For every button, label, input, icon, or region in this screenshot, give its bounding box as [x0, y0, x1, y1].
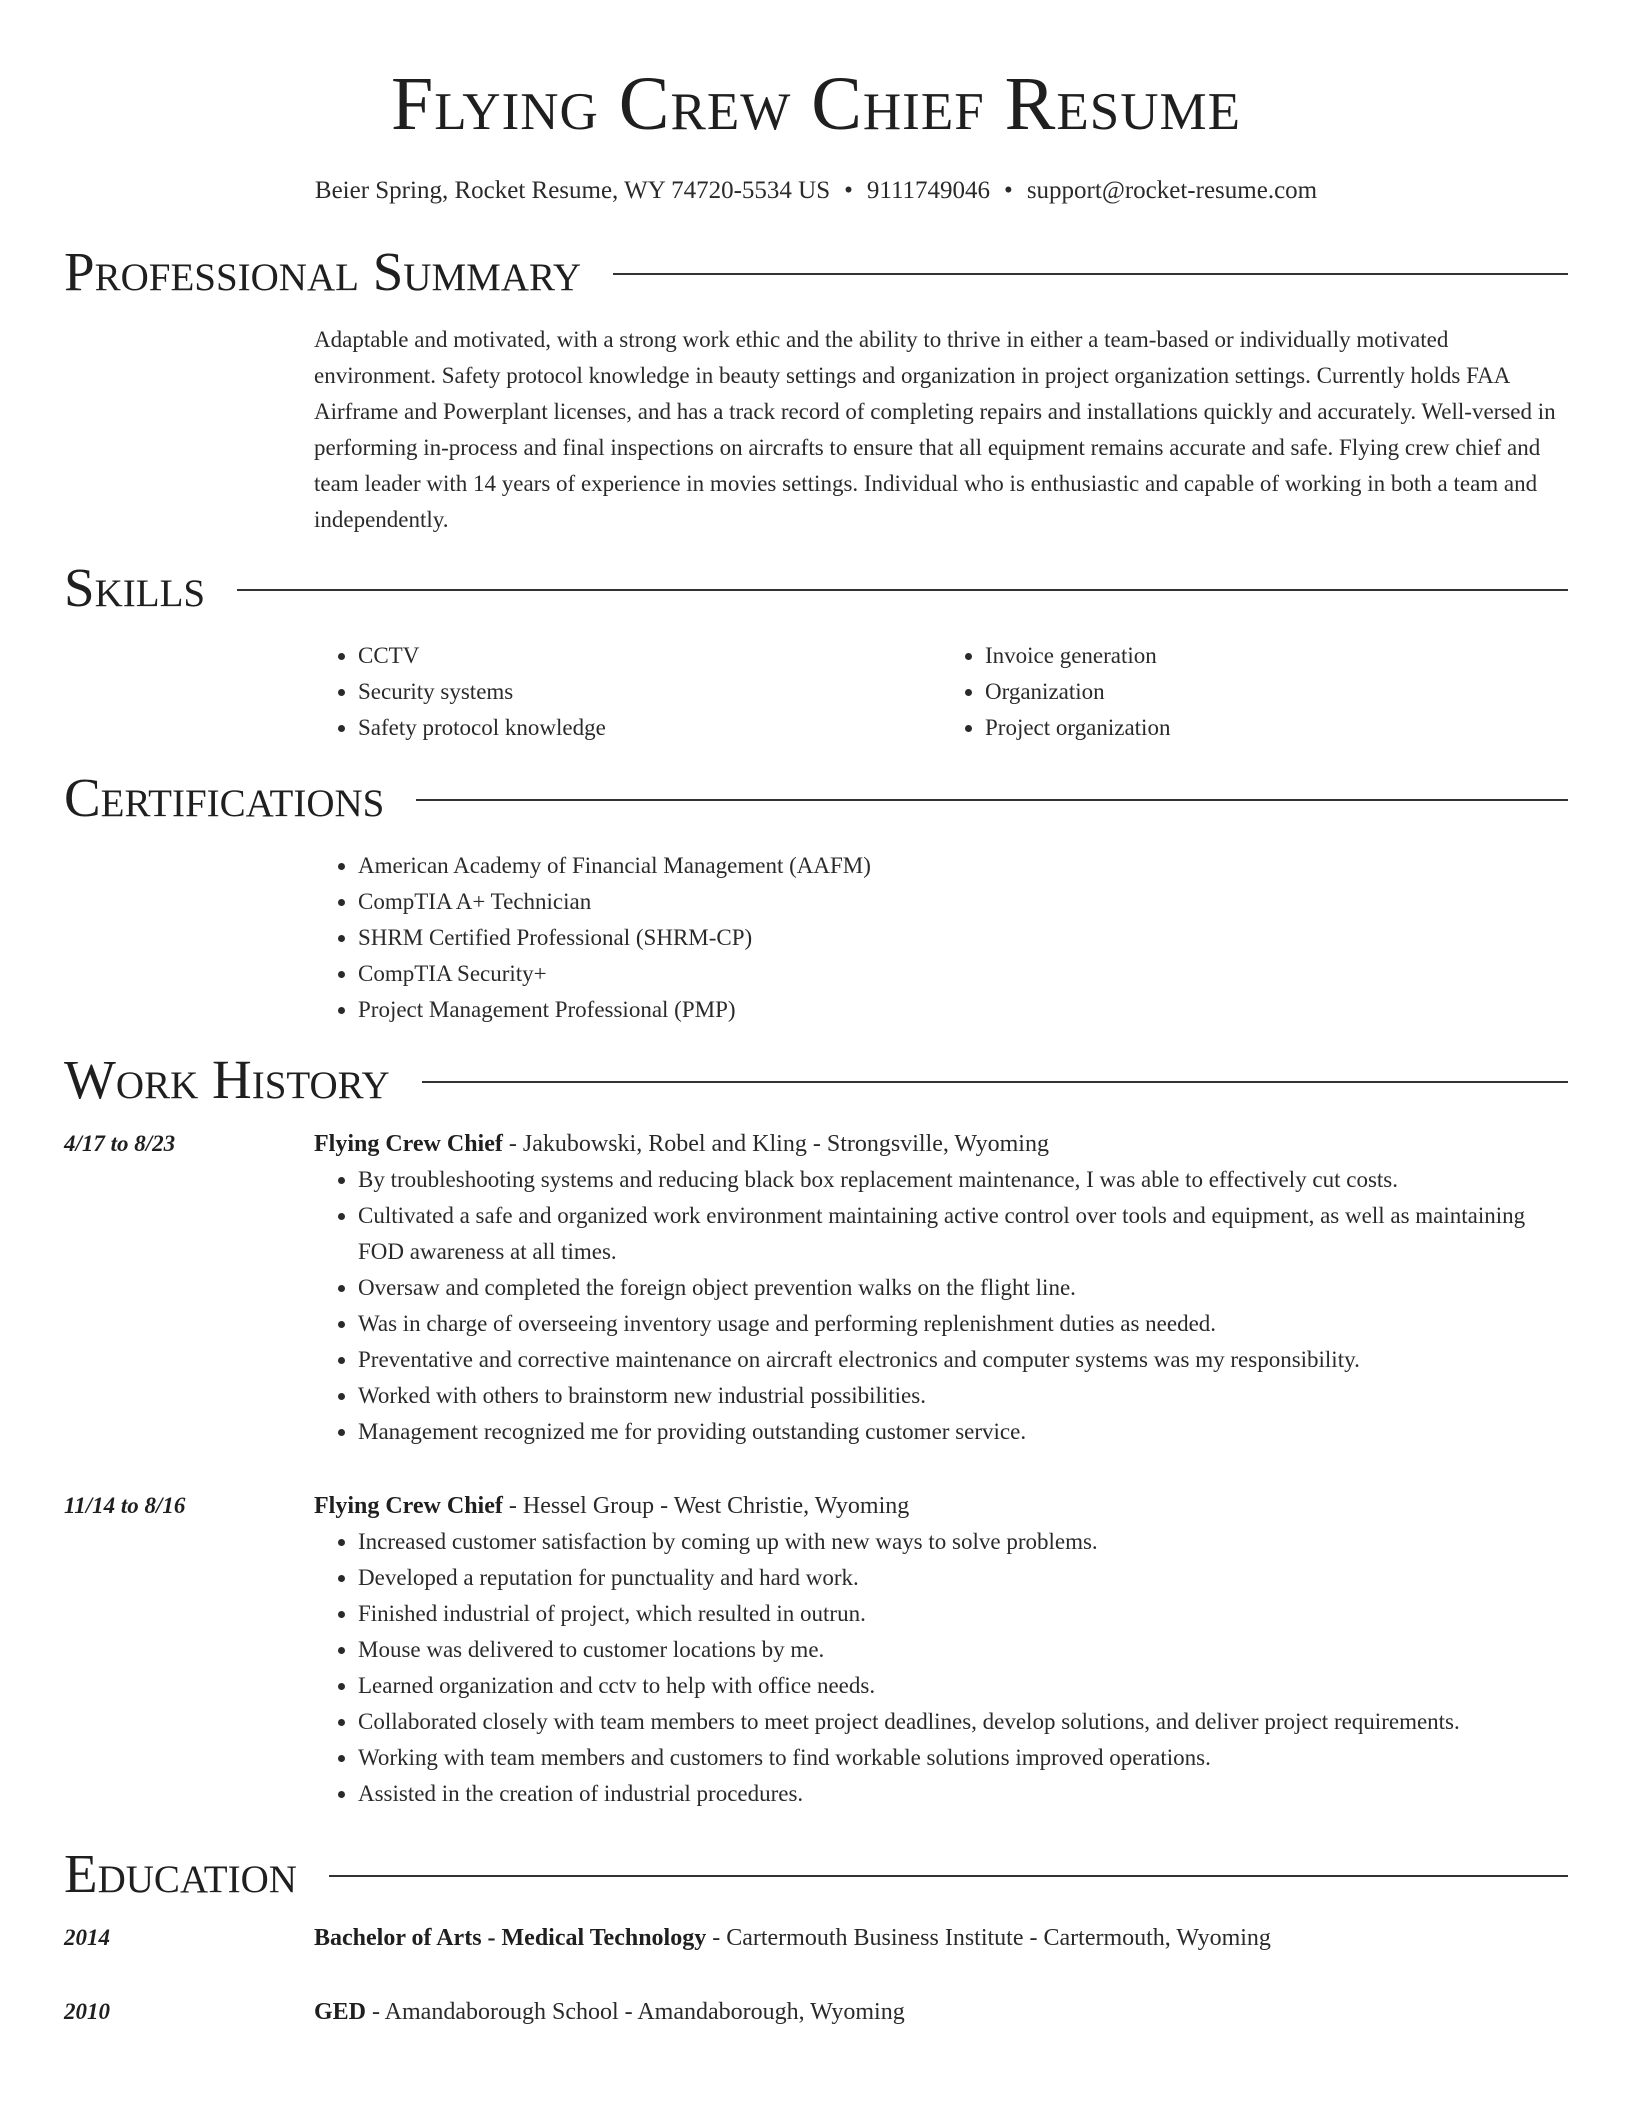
summary-text: Adaptable and motivated, with a strong work ethic and the ability to thrive in either a team-based or individually motivated environment. Safety protocol knowledge in beauty settings and organization in project organization settings. Currently holds FAA Airframe and Powerplant licenses, and has a track record of completing repairs and installations quickly and accurately. Well-versed in performing in-process and final inspections on aircrafts to ensure that all equipment remains accurate and safe. Flying crew chief and team leader with 14 years of experience in movies settings. Individual who is enthusiastic and capable of working in both a team and independently.	[314, 327, 1556, 532]
job-dates: 4/17 to 8/23	[64, 1131, 176, 1156]
job-bullet: • Worked with others to brainstorm new industrial possibilities.	[358, 1378, 1568, 1414]
certifications-body	[64, 836, 1568, 1028]
contact-separator: •	[844, 177, 853, 204]
job-bullet: • Learned organization and cctv to help with office needs.	[358, 1668, 1568, 1704]
education-year: 2010	[64, 1999, 110, 2024]
job-bullet: • Was in charge of overseeing inventory usage and performing replenishment duties as needed.	[358, 1306, 1568, 1342]
summary-header	[64, 234, 1568, 310]
skill-item: • Project organization	[985, 710, 1568, 746]
education-year: 2014	[64, 1925, 110, 1950]
job-bullet: • Working with team members and customers to find workable solutions improved operations.	[358, 1740, 1568, 1776]
job-employer: - Hessel Group - West Christie, Wyoming	[502, 1493, 910, 1519]
job-content	[314, 1488, 1568, 1812]
job-entry	[64, 1488, 1568, 1812]
job-heading	[314, 1126, 1568, 1162]
job-content	[314, 1126, 1568, 1450]
job-bullet: • By troubleshooting systems and reducing black box replacement maintenance, I was able to effectively cut costs.	[358, 1162, 1568, 1198]
resume-title: Flying Crew Chief Resume	[390, 62, 1242, 146]
education-entry	[64, 1994, 1568, 2064]
certification-item: • CompTIA Security+	[358, 956, 1568, 992]
skill-item: • Security systems	[358, 674, 941, 710]
education-section	[64, 1836, 1568, 2064]
spacer	[64, 1450, 1568, 1474]
skills-heading: Skills	[64, 557, 206, 618]
skills-section	[64, 550, 1568, 746]
section-divider	[329, 1875, 1568, 1877]
certification-item: • SHRM Certified Professional (SHRM-CP)	[358, 920, 1568, 956]
job-bullet: • Increased customer satisfaction by coming up with new ways to solve problems.	[358, 1524, 1568, 1560]
certification-item: • American Academy of Financial Management (AAFM)	[358, 848, 1568, 884]
job-bullet: • Oversaw and completed the foreign object prevention walks on the flight line.	[358, 1270, 1568, 1306]
job-bullet: • Finished industrial of project, which resulted in outrun.	[358, 1596, 1568, 1632]
summary-body	[64, 310, 1568, 538]
certification-item: • Project Management Professional (PMP)	[358, 992, 1568, 1028]
section-divider	[237, 589, 1568, 591]
job-employer: - Jakubowski, Robel and Kling - Strongsville, Wyoming	[502, 1131, 1049, 1157]
job-bullet: • Assisted in the creation of industrial procedures.	[358, 1776, 1568, 1812]
skill-item: • Organization	[985, 674, 1568, 710]
section-divider	[416, 799, 1568, 801]
skill-item: • Invoice generation	[985, 638, 1568, 674]
job-bullet: • Mouse was delivered to customer locations by me.	[358, 1632, 1568, 1668]
job-entry	[64, 1126, 1568, 1450]
contact-email: support@rocket-resume.com	[1026, 177, 1318, 204]
education-header	[64, 1836, 1568, 1912]
job-bullet: • Management recognized me for providing outstanding customer service.	[358, 1414, 1568, 1450]
work-history-header	[64, 1042, 1568, 1118]
education-heading-line	[314, 1994, 1568, 2030]
education-school: - Cartermouth Business Institute - Cartermouth, Wyoming	[706, 1925, 1271, 1951]
job-bullets	[314, 1524, 1568, 1812]
education-degree: GED	[314, 1999, 367, 2025]
certifications-list	[314, 848, 1568, 1028]
education-degree: Bachelor of Arts - Medical Technology	[314, 1925, 707, 1951]
job-heading	[314, 1488, 1568, 1524]
skills-grid	[64, 626, 1568, 746]
section-divider	[422, 1081, 1568, 1083]
education-entry	[64, 1920, 1568, 1990]
job-bullet: • Developed a reputation for punctuality and hard work.	[358, 1560, 1568, 1596]
skills-header	[64, 550, 1568, 626]
job-bullet: • Preventative and corrective maintenance on aircraft electronics and computer systems was my responsibility.	[358, 1342, 1568, 1378]
contact-address: Beier Spring, Rocket Resume, WY 74720-5534 US	[314, 177, 831, 204]
summary-heading: Professional Summary	[64, 241, 582, 302]
contact-phone: 9111749046	[866, 177, 991, 204]
contact-separator: •	[1004, 177, 1013, 204]
education-school: - Amandaborough School - Amandaborough, Wyoming	[366, 1999, 905, 2025]
certifications-section	[64, 760, 1568, 1028]
skill-item: • Safety protocol knowledge	[358, 710, 941, 746]
job-dates: 11/14 to 8/16	[64, 1493, 186, 1518]
education-heading-line	[314, 1920, 1568, 1956]
section-divider	[613, 273, 1568, 275]
job-bullet: • Cultivated a safe and organized work environment maintaining active control over tools and equipment, as well as maintaining FOD awareness at all times.	[358, 1198, 1568, 1270]
certifications-header	[64, 760, 1568, 836]
education-heading: Education	[64, 1843, 297, 1904]
job-role: Flying Crew Chief	[314, 1493, 503, 1519]
work-history-heading: Work History	[64, 1049, 390, 1110]
certifications-heading: Certifications	[64, 767, 385, 828]
certification-item: • CompTIA A+ Technician	[358, 884, 1568, 920]
skills-list-left	[314, 638, 941, 746]
job-bullet: • Collaborated closely with team members to meet project deadlines, develop solutions, and deliver project requirements.	[358, 1704, 1568, 1740]
skill-item: • CCTV	[358, 638, 941, 674]
summary-section	[64, 234, 1568, 538]
contact-line	[64, 174, 1568, 208]
job-role: Flying Crew Chief	[314, 1131, 503, 1157]
skills-list-right	[941, 638, 1568, 746]
job-bullets	[314, 1162, 1568, 1450]
work-history-section	[64, 1042, 1568, 1812]
